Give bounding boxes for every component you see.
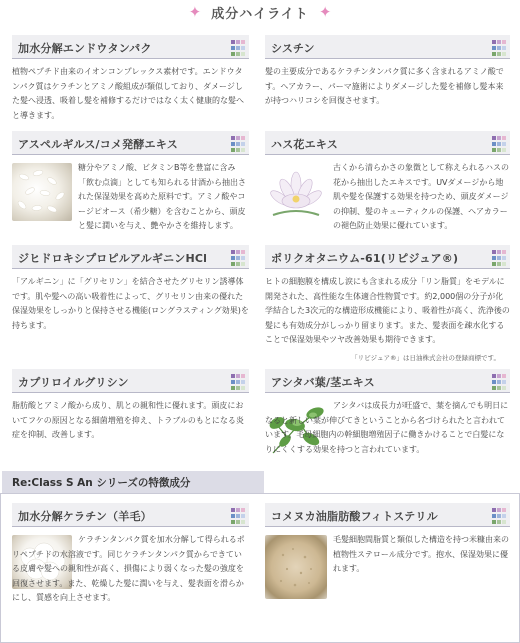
card-header — [265, 245, 510, 269]
badge-swatch — [502, 386, 506, 390]
badge-swatch — [492, 508, 496, 512]
badge-swatch — [492, 250, 496, 254]
badge-swatch — [492, 148, 496, 152]
badge-swatch — [231, 136, 235, 140]
badge-swatch — [231, 386, 235, 390]
badge-swatch — [231, 380, 235, 384]
badge-swatch — [231, 508, 235, 512]
badge-swatch — [502, 256, 506, 260]
badge-swatch — [236, 520, 240, 524]
category-badge-icon — [230, 248, 246, 266]
badge-swatch — [231, 52, 235, 56]
category-badge-icon — [491, 506, 507, 524]
badge-swatch — [492, 52, 496, 56]
card-lotus — [265, 131, 510, 241]
rice-bran-photo — [265, 535, 327, 599]
badge-swatch — [236, 374, 240, 378]
badge-swatch — [497, 508, 501, 512]
badge-swatch — [502, 262, 506, 266]
badge-swatch — [497, 136, 501, 140]
lotus-icon — [265, 163, 327, 225]
badge-swatch — [502, 142, 506, 146]
badge-swatch — [492, 380, 496, 384]
star-icon: ✦ — [188, 3, 202, 21]
badge-swatch — [502, 514, 506, 518]
badge-swatch — [497, 142, 501, 146]
badge-swatch — [241, 262, 245, 266]
badge-swatch — [492, 262, 496, 266]
card-title: 加水分解エンドウタンパク — [18, 42, 152, 55]
badge-swatch — [241, 380, 245, 384]
badge-swatch — [231, 262, 235, 266]
card-header — [12, 245, 249, 269]
badge-swatch — [497, 250, 501, 254]
page-title: 成分ハイライト — [211, 6, 309, 22]
badge-swatch — [492, 520, 496, 524]
badge-swatch — [231, 374, 235, 378]
card-ashitaba — [265, 369, 510, 479]
badge-swatch — [236, 514, 240, 518]
badge-swatch — [241, 52, 245, 56]
section-title — [150, 2, 370, 22]
badge-swatch — [241, 46, 245, 50]
badge-swatch — [231, 256, 235, 260]
badge-swatch — [241, 136, 245, 140]
rice-koji-photo — [12, 163, 72, 221]
badge-swatch — [241, 142, 245, 146]
card-header — [12, 131, 249, 155]
lotus-flower-photo — [265, 163, 327, 225]
star-icon: ✦ — [318, 3, 332, 21]
badge-swatch — [241, 148, 245, 152]
card-header — [265, 131, 510, 155]
badge-swatch — [241, 374, 245, 378]
badge-swatch — [241, 520, 245, 524]
category-badge-icon — [491, 248, 507, 266]
badge-swatch — [236, 262, 240, 266]
badge-swatch — [497, 262, 501, 266]
badge-swatch — [231, 142, 235, 146]
badge-swatch — [231, 40, 235, 44]
badge-swatch — [236, 256, 240, 260]
card-header — [265, 503, 510, 527]
card-text: 脂肪酸とアミノ酸から成り、肌との親和性に優れます。頭皮においてフケの原因となる細菌増殖を抑え、トラブルのもとになる炎症を抑制、改善します。 — [12, 401, 244, 439]
card-header — [12, 35, 249, 59]
card-header — [12, 369, 249, 393]
card-hydrolyzed-pea — [12, 35, 249, 125]
badge-swatch — [497, 256, 501, 260]
badge-swatch — [231, 520, 235, 524]
badge-swatch — [236, 40, 240, 44]
badge-swatch — [241, 250, 245, 254]
badge-swatch — [492, 374, 496, 378]
badge-swatch — [502, 52, 506, 56]
badge-swatch — [231, 250, 235, 254]
category-badge-icon — [230, 38, 246, 56]
card-capryloyl-glycine — [12, 369, 249, 459]
card-title: 加水分解ケラチン（羊毛） — [18, 510, 152, 523]
badge-swatch — [492, 256, 496, 260]
card-header — [265, 369, 510, 393]
badge-swatch — [497, 148, 501, 152]
card-title: ポリクオタニウム-61(リピジュア®) — [271, 252, 459, 265]
badge-swatch — [492, 136, 496, 140]
badge-swatch — [497, 514, 501, 518]
card-header — [265, 35, 510, 59]
badge-swatch — [497, 386, 501, 390]
badge-swatch — [497, 374, 501, 378]
card-aspergillus — [12, 131, 249, 241]
card-text: 髪の主要成分であるケラチンタンパク質に多く含まれるアミノ酸です。ヘアカラー、パーマ施術によりダメージした髪を補修し髪本来が持つハリコシを回復させます。 — [265, 67, 504, 105]
badge-swatch — [236, 136, 240, 140]
card-text: アシタバは成長力が旺盛で、葉を摘んでも明日になると新しい葉が伸びてきということから名づけられたと言われています。毛母細胞内の幹細胞増殖因子に働きかけることで白髪になりにくくする効果を持つと言われています。 — [265, 401, 509, 454]
card-text: 植物ペプチド由来のイオンコンプレックス素材です。エンドウタンパク質はケラチンとアミノ酸組成が類似しており、ダメージした髪へ浸透、吸着し髪を補修するだけではなく太く健康的な髪へと導きます。 — [12, 67, 244, 120]
badge-swatch — [492, 386, 496, 390]
badge-swatch — [497, 40, 501, 44]
trademark-note: 「リピジュア®」は日油株式会社の登録商標です。 — [351, 354, 500, 362]
card-text: 古くから清らかさの象徴として称えられるハスの花から抽出したエキスです。UVダメージから地肌や髪を保護する効果を持つため、頭皮ダメージの抑制、髪のキューティクルの保護、ヘアカラーの褪色防止効果に優れています。 — [333, 163, 509, 230]
badge-swatch — [502, 148, 506, 152]
card-title: アスペルギルス/コメ発酵エキス — [18, 138, 178, 151]
badge-swatch — [492, 514, 496, 518]
badge-swatch — [241, 514, 245, 518]
badge-swatch — [236, 52, 240, 56]
card-text: 「アルギニン」に「グリセリン」を結合させたグリセリン誘導体です。肌や髪への高い吸着性によって、グリセリン由来の優れた保湿効果をしっかりと保持させる機能(ロングラスティング効果)を持ちます。 — [12, 277, 249, 330]
badge-swatch — [236, 508, 240, 512]
badge-swatch — [497, 46, 501, 50]
badge-swatch — [502, 520, 506, 524]
badge-swatch — [236, 148, 240, 152]
badge-swatch — [502, 40, 506, 44]
badge-swatch — [231, 46, 235, 50]
badge-swatch — [241, 508, 245, 512]
card-title: ジヒドロキシプロピルアルギニンHCl — [18, 252, 208, 265]
category-badge-icon — [491, 372, 507, 390]
card-header — [12, 503, 249, 527]
badge-swatch — [236, 46, 240, 50]
badge-swatch — [241, 40, 245, 44]
card-title: シスチン — [271, 42, 315, 55]
badge-swatch — [497, 52, 501, 56]
badge-swatch — [502, 508, 506, 512]
card-polyquaternium-61 — [265, 245, 510, 365]
category-badge-icon — [491, 38, 507, 56]
card-text: ヒトの細胞膜を構成し涙にも含まれる成分「リン脂質」をモデルに開発された、高性能な生体適合性物質です。約2,000個の分子が化学結合した3次元的な構造形成機能により、吸着性が高く、洗浄後の髪にも有効成分がしっかり留まります。また、髪表面を疎水化することで保湿効果やツヤ改善効果も期待できます。 — [265, 277, 510, 344]
card-text: 毛髪細胞間脂質と類似した構造を持つ米糠由来の植物性ステロール成分です。抱水、保湿効果に優れます。 — [333, 535, 509, 573]
rice-bran-icon — [265, 535, 327, 599]
badge-swatch — [492, 142, 496, 146]
card-cystine — [265, 35, 510, 125]
rice-grains-icon — [12, 163, 72, 221]
badge-swatch — [241, 256, 245, 260]
badge-swatch — [492, 46, 496, 50]
badge-swatch — [502, 250, 506, 254]
card-text: ケラチンタンパク質を加水分解して得られるポリペプチドの水溶液です。同じケラチンタンパク質からできている皮膚や髪への親和性が高く、損傷により弱くなった髪の強度を回復させます。また、乾燥した髪に潤いを与え、髪表面を滑らかにし、質感を向上させます。 — [12, 535, 245, 602]
card-title: アシタバ葉/茎エキス — [271, 376, 375, 389]
card-title: コメヌカ油脂肪酸フィトステリル — [271, 510, 438, 523]
badge-swatch — [236, 380, 240, 384]
card-text: 糖分やアミノ酸、ビタミンB等を豊富に含み「飲む点滴」としても知られる甘酒から抽出された保湿効果を高めた原料です。アミノ酸やコージピオース（希少糖）を含むことから、頭皮と髪に潤いを与え、艶やかさを維持します。 — [78, 163, 246, 230]
badge-swatch — [492, 40, 496, 44]
badge-swatch — [502, 374, 506, 378]
badge-swatch — [497, 380, 501, 384]
badge-swatch — [241, 386, 245, 390]
badge-swatch — [236, 386, 240, 390]
badge-swatch — [236, 142, 240, 146]
category-badge-icon — [491, 134, 507, 152]
badge-swatch — [497, 520, 501, 524]
card-dihydroxypropyl-arginine — [12, 245, 249, 355]
card-rice-bran-phytosteryl — [265, 503, 510, 639]
badge-swatch — [502, 136, 506, 140]
badge-swatch — [236, 250, 240, 254]
category-badge-icon — [230, 134, 246, 152]
card-hydrolyzed-keratin — [12, 503, 249, 639]
badge-swatch — [502, 380, 506, 384]
badge-swatch — [502, 46, 506, 50]
badge-swatch — [231, 148, 235, 152]
category-badge-icon — [230, 506, 246, 524]
badge-swatch — [231, 514, 235, 518]
series-section-label: Re:Class S An シリーズの特徴成分 — [2, 471, 264, 493]
category-badge-icon — [230, 372, 246, 390]
card-title: カプリロイルグリシン — [18, 376, 129, 389]
card-title: ハス花エキス — [271, 138, 338, 151]
